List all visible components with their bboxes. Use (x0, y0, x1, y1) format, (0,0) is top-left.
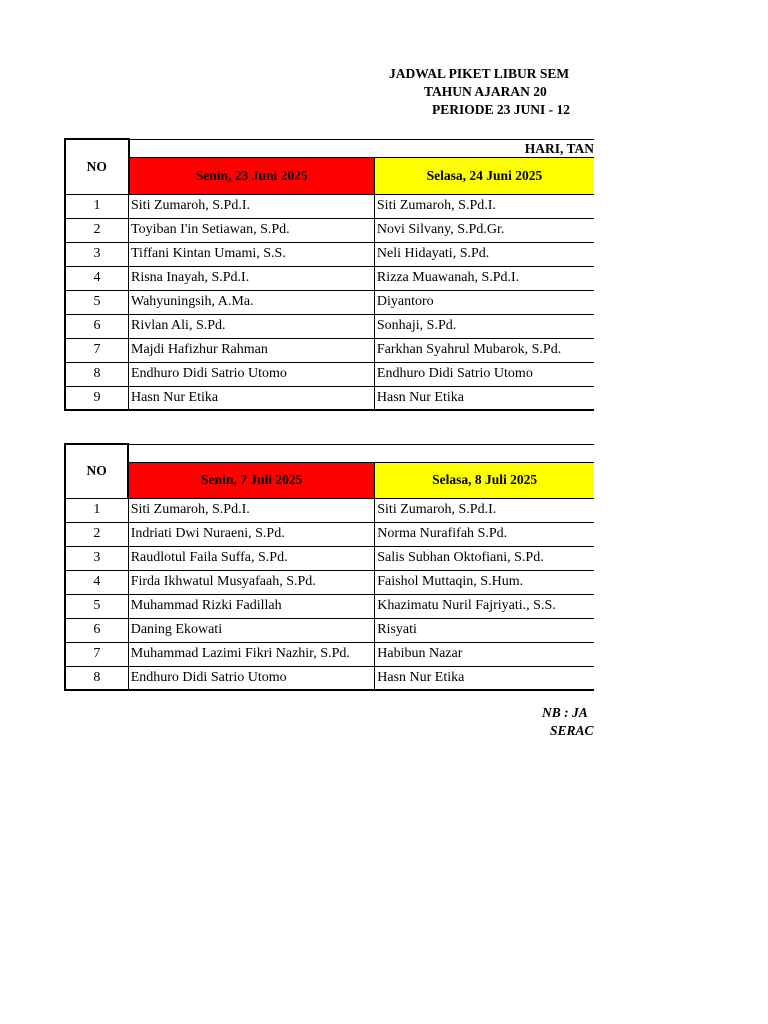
monday-name: Firda Ikhwatul Musyafaah, S.Pd. (128, 570, 375, 594)
tuesday-name: Sonhaji, S.Pd. (374, 314, 594, 338)
tuesday-name: Salis Subhan Oktofiani, S.Pd. (375, 546, 594, 570)
monday-name: Daning Ekowati (128, 618, 375, 642)
no-column-header: NO (65, 444, 128, 498)
monday-name: Tiffani Kintan Umami, S.S. (129, 242, 375, 266)
table-row (65, 218, 594, 242)
row-number: 5 (65, 290, 129, 314)
table-row (65, 522, 594, 546)
row-number: 7 (65, 338, 129, 362)
table-row (65, 194, 594, 218)
monday-name: Siti Zumaroh, S.Pd.I. (128, 498, 375, 522)
table-row (65, 338, 594, 362)
tuesday-name: Diyantoro (374, 290, 594, 314)
day-header-tuesday: Selasa, 8 Juli 2025 (375, 462, 594, 498)
note-line-2: SERAC (550, 723, 594, 738)
table-row (65, 266, 594, 290)
tuesday-name: Faishol Muttaqin, S.Hum. (375, 570, 594, 594)
tuesday-name: Neli Hidayati, S.Pd. (374, 242, 594, 266)
day-header-row (65, 157, 594, 194)
tuesday-name: Habibun Nazar (375, 642, 594, 666)
monday-name: Muhammad Rizki Fadillah (128, 594, 375, 618)
row-number: 1 (65, 498, 128, 522)
row-number: 8 (65, 362, 129, 386)
monday-name: Risna Inayah, S.Pd.I. (129, 266, 375, 290)
day-header-monday: Senin, 23 Juni 2025 (129, 157, 375, 194)
table-row (65, 594, 594, 618)
row-number: 2 (65, 522, 128, 546)
monday-name: Endhuro Didi Satrio Utomo (129, 362, 375, 386)
monday-name: Hasn Nur Etika (129, 386, 375, 410)
day-header-row (65, 462, 594, 498)
row-number: 3 (65, 242, 129, 266)
table-row (65, 290, 594, 314)
table-row (65, 314, 594, 338)
tuesday-name: Siti Zumaroh, S.Pd.I. (375, 498, 594, 522)
table-row (65, 546, 594, 570)
table-row (65, 618, 594, 642)
row-number: 9 (65, 386, 129, 410)
row-number: 6 (65, 314, 129, 338)
monday-name: Muhammad Lazimi Fikri Nazhir, S.Pd. (128, 642, 375, 666)
monday-name: Toyiban I'in Setiawan, S.Pd. (129, 218, 375, 242)
tuesday-name: Endhuro Didi Satrio Utomo (374, 362, 594, 386)
day-header-monday: Senin, 7 Juli 2025 (128, 462, 375, 498)
table-row (65, 570, 594, 594)
table-header-row (65, 444, 594, 462)
row-number: 4 (65, 570, 128, 594)
hari-tanggal-header (128, 444, 594, 462)
title-line-2: TAHUN AJARAN 20 (424, 84, 547, 99)
schedule-table-2 (64, 443, 594, 691)
no-column-header: NO (65, 139, 129, 194)
monday-name: Wahyuningsih, A.Ma. (129, 290, 375, 314)
row-number: 8 (65, 666, 128, 690)
row-number: 5 (65, 594, 128, 618)
tuesday-name: Siti Zumaroh, S.Pd.I. (374, 194, 594, 218)
tuesday-name: Norma Nurafifah S.Pd. (375, 522, 594, 546)
row-number: 1 (65, 194, 129, 218)
schedule-table-1 (64, 138, 594, 411)
tuesday-name: Risyati (375, 618, 594, 642)
row-number: 6 (65, 618, 128, 642)
monday-name: Rivlan Ali, S.Pd. (129, 314, 375, 338)
monday-name: Siti Zumaroh, S.Pd.I. (129, 194, 375, 218)
tuesday-name: Hasn Nur Etika (375, 666, 594, 690)
table-row (65, 498, 594, 522)
title-line-1: JADWAL PIKET LIBUR SEM (389, 66, 570, 81)
table-row (65, 386, 594, 410)
note-line-1: NB : JA (542, 705, 588, 720)
title-line-3: PERIODE 23 JUNI - 12 (432, 102, 571, 117)
hari-tanggal-header: HARI, TAN (129, 139, 595, 157)
row-number: 3 (65, 546, 128, 570)
table-header-row (65, 139, 594, 157)
table-row (65, 642, 594, 666)
tuesday-name: Farkhan Syahrul Mubarok, S.Pd. (374, 338, 594, 362)
day-header-tuesday: Selasa, 24 Juni 2025 (374, 157, 594, 194)
monday-name: Indriati Dwi Nuraeni, S.Pd. (128, 522, 375, 546)
monday-name: Endhuro Didi Satrio Utomo (128, 666, 375, 690)
tuesday-name: Hasn Nur Etika (374, 386, 594, 410)
table-row (65, 242, 594, 266)
tuesday-name: Khazimatu Nuril Fajriyati., S.S. (375, 594, 594, 618)
row-number: 2 (65, 218, 129, 242)
row-number: 4 (65, 266, 129, 290)
tuesday-name: Novi Silvany, S.Pd.Gr. (374, 218, 594, 242)
monday-name: Raudlotul Faila Suffa, S.Pd. (128, 546, 375, 570)
monday-name: Majdi Hafizhur Rahman (129, 338, 375, 362)
table-row (65, 362, 594, 386)
row-number: 7 (65, 642, 128, 666)
table-row (65, 666, 594, 690)
tuesday-name: Rizza Muawanah, S.Pd.I. (374, 266, 594, 290)
